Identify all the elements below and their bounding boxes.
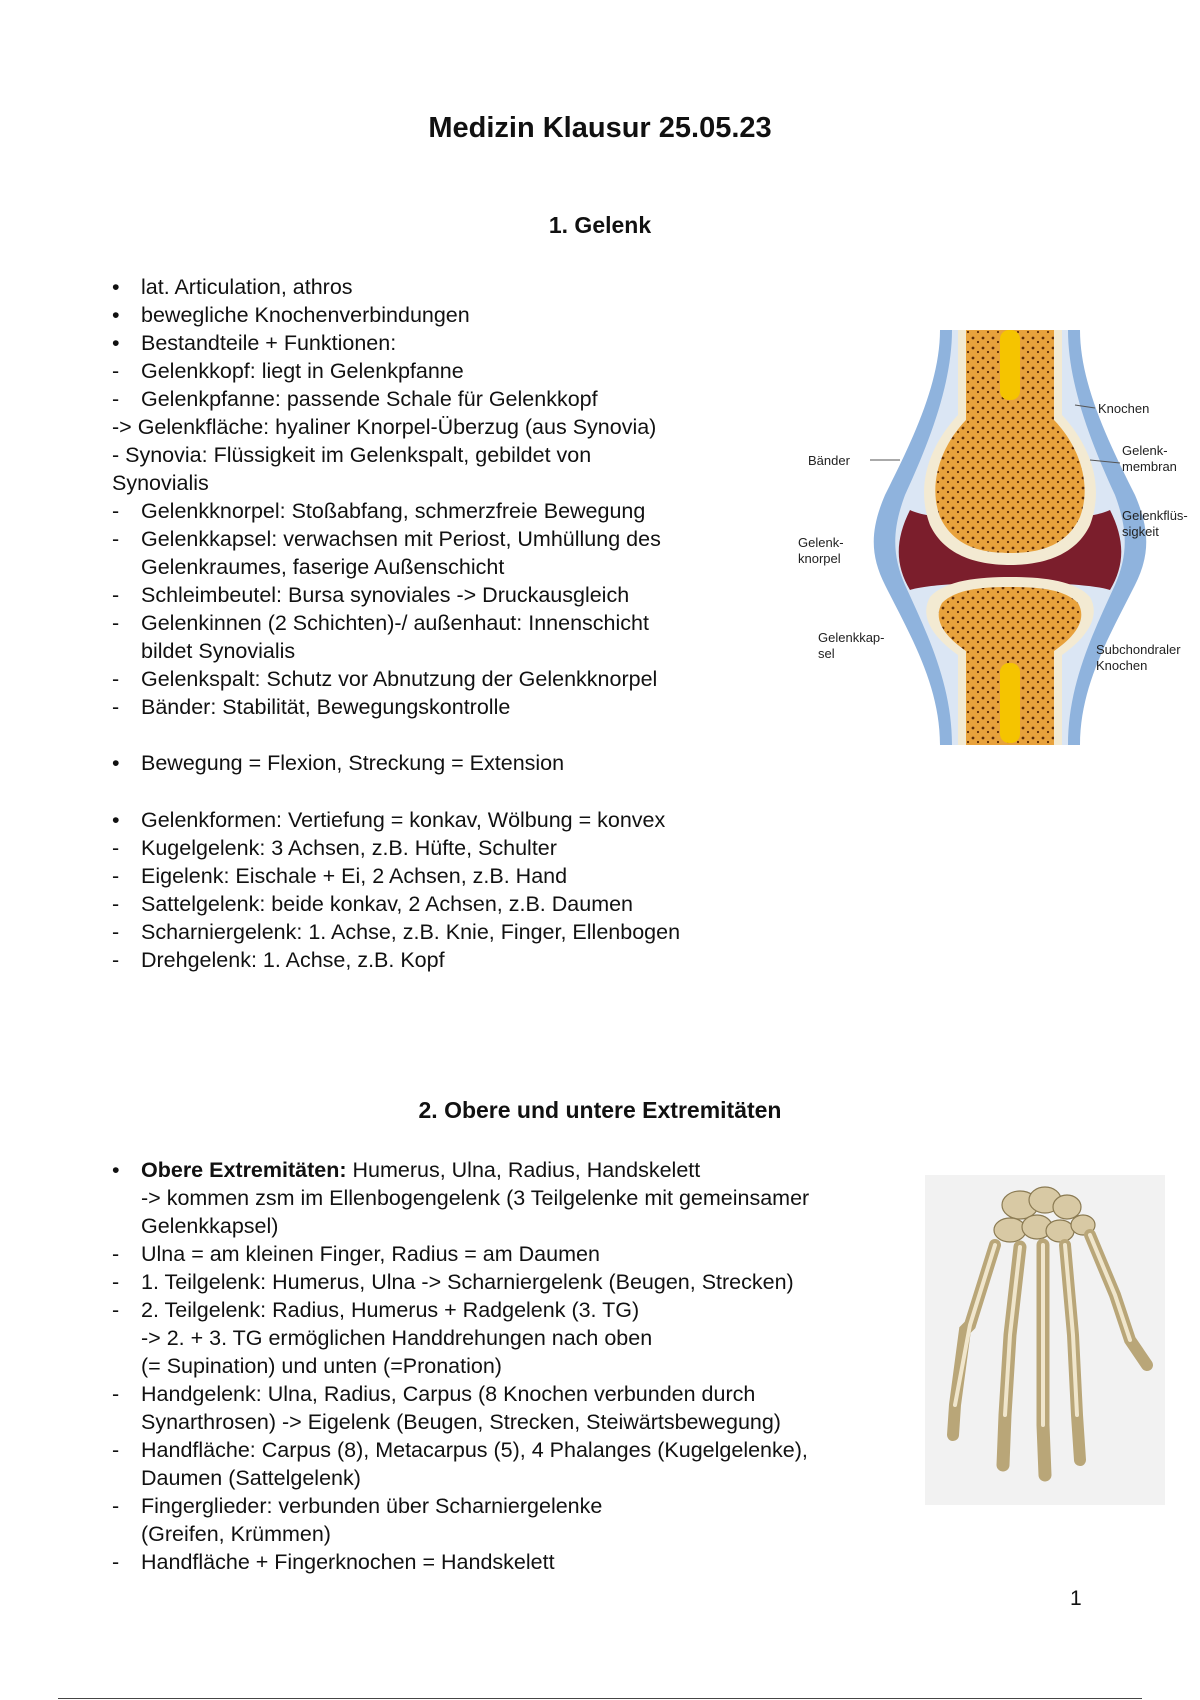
label-knorpel-2: knorpel	[798, 551, 841, 566]
label-membran-2: membran	[1122, 459, 1177, 474]
label-membran-1: Gelenk-	[1122, 443, 1168, 458]
bottom-divider	[58, 1698, 1142, 1699]
label-subchondral-1: Subchondraler	[1096, 642, 1181, 657]
section-1-heading: 1. Gelenk	[548, 212, 652, 238]
joint-diagram	[790, 325, 1200, 750]
first-bold-label: Obere Extremitäten:	[141, 1158, 347, 1182]
page-title: Medizin Klausur 25.05.23	[428, 112, 772, 144]
page-number: 1	[1070, 1587, 1082, 1610]
label-knorpel-1: Gelenk-	[798, 535, 844, 550]
label-kapsel-2: sel	[818, 646, 835, 661]
label-fluessigkeit-1: Gelenkflüs-	[1122, 508, 1188, 523]
label-fluessigkeit-2: sigkeit	[1122, 524, 1159, 539]
section-2-heading: 2. Obere und untere Extremitäten	[418, 1097, 782, 1123]
label-baender: Bänder	[808, 453, 850, 468]
label-kapsel-1: Gelenkkap-	[818, 630, 885, 645]
label-knochen: Knochen	[1098, 401, 1150, 416]
hand-skeleton-image	[925, 1175, 1165, 1505]
hand-skeleton-illustration	[925, 1175, 1165, 1505]
label-subchondral-2: Knochen	[1096, 658, 1148, 673]
